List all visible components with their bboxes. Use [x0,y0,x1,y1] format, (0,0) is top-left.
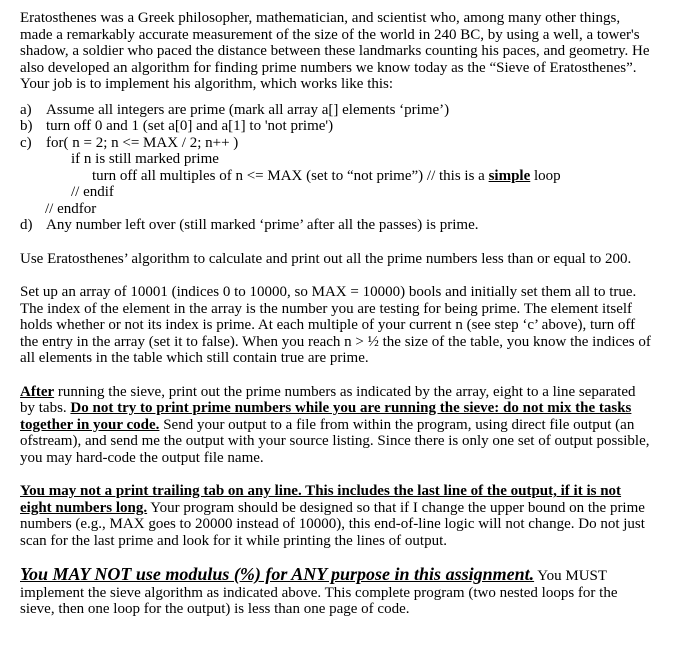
modulus-text: You MUST implement the sieve algorithm as indicated above. This complete program (two nested loops for the sieve, then one loop for the output) is less than one page of code. [20,568,618,617]
modulus-warning: You MAY NOT use modulus (%) for ANY purpose in this assignment. [20,564,535,584]
step-c [20,135,652,152]
setup-paragraph: Set up an array of 10001 (indices 0 to 10000, so MAX = 10000) bools and initially set them all to true. The index of the element in the array is the number you are testing for being prime. The element itself holds whether or not its index is prime. At each multiple of your current n (see step ‘c’ above), turn off the entry in the array (set it to false). When you reach n > ½ the size of the table, you know the indices of all elements in the table which still contain true are prime. [20,284,651,366]
step-a [20,102,652,119]
step-c-endfor-line: // endfor [45,200,97,217]
trailing-tab-paragraph [20,483,652,549]
step-c-endif-line: // endif [71,184,114,200]
modulus-paragraph [20,566,652,618]
no-mixing-warning: Do not try to print prime numbers while you are running the sieve: do not mix the tasks together in your code. [20,400,632,433]
output-text-2: Send your output to a file from within the program, using direct file output (an ofstream), and send me the output with your source listing. Since there is only one set of output possible, you may hard-code the output file name. [20,416,650,466]
assignment-document [20,10,652,618]
step-b-text: turn off 0 and 1 (set a[0] and a[1] to 'not prime') [46,118,334,134]
step-c-text: for( n = 2; n <= MAX / 2; n++ ) [46,134,239,151]
after-emphasis: After [20,383,55,400]
task-paragraph: Use Eratosthenes’ algorithm to calculate and print out all the prime numbers less than or equal to 200. [20,250,632,267]
step-c-turn-off-text: turn off all multiples of n <= MAX (set to “not prime”) // this is a [92,167,489,184]
step-d-text: Any number left over (still marked ‘prime’ after all the passes) is prime. [46,217,479,233]
algorithm-steps [20,102,652,234]
step-c-if-line: if n is still marked prime [71,151,219,167]
intro-paragraph: Eratosthenes was a Greek philosopher, mathematician, and scientist who, among many other things, made a remarkably accurate measurement of the size of the world in 240 BC, by using a well, a tower's shadow, a soldier who paced the distance between these landmarks counting his paces, and geometry. He also developed an algorithm for finding prime numbers we know today as the “Sieve of Eratosthenes”. Your job is to implement his algorithm, which works like this: [20,10,650,92]
trailing-tab-warning: You may not a print trailing tab on any line. This includes the last line of the output, if it is not eight numbers long. [20,483,622,516]
step-d-mark: d) [20,217,33,233]
step-b [20,118,652,135]
step-c-turn-off-line [20,168,652,185]
step-a-mark: a) [20,101,32,118]
step-a-text: Assume all integers are prime (mark all array a[] elements ‘prime’) [46,101,450,118]
step-d [20,217,652,234]
simple-emphasis: simple [488,167,531,184]
trailing-tab-text: Your program should be designed so that if I change the upper bound on the prime numbers (e.g., MAX goes to 20000 instead of 10000), this end-of-line logic will not change. Do not just scan for the last prime and look for it while printing the lines of output. [20,499,645,549]
step-b-mark: b) [20,118,33,134]
output-text-1: running the sieve, print out the prime numbers as indicated by the array, eight to a line separated by tabs. [20,383,636,416]
step-c-mark: c) [20,134,32,151]
output-paragraph [20,384,652,467]
step-c-turn-off-suffix: loop [530,167,561,184]
